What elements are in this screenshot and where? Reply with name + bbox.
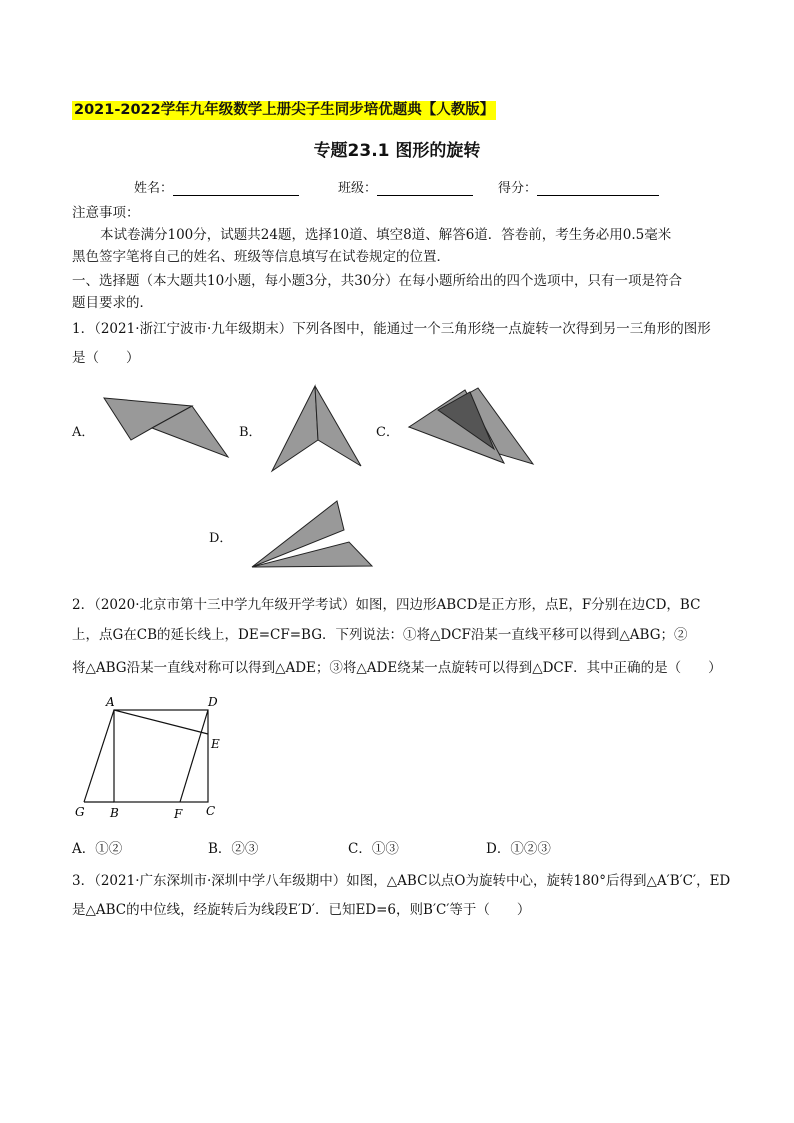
q1-figure-c xyxy=(409,388,533,464)
q2-option-d: D．①②③ xyxy=(486,841,551,857)
q2-line-1: 2．（2020·北京市第十三中学九年级开学考试）如图，四边形ABCD是正方形，点E，F分别在边CD，BC xyxy=(72,597,701,613)
q2-line-3: 将△ABG沿某一直线对称可以得到△ADE；③将△ADE绕某一点旋转可以得到△DCF．其中正确的是（ ） xyxy=(72,660,722,676)
notice-line-1: 本试卷满分100分，试题共24题，选择10道、填空8道、解答6道．答卷前，考生务必用0.5毫米 xyxy=(100,227,672,243)
q1-option-c-label: C． xyxy=(376,425,399,440)
figure-b-triangle-right xyxy=(315,386,361,466)
label-e: E xyxy=(211,737,220,751)
q2-line-2: 上，点G在CB的延长线上，DE=CF=BG．下列说法：①将△DCF沿某一直线平移可以得到△ABG；② xyxy=(72,627,688,643)
figure-b-triangle-left xyxy=(272,386,318,471)
class-label: 班级： xyxy=(338,181,378,196)
name-label: 姓名： xyxy=(134,181,174,196)
q2-option-c: C．①③ xyxy=(348,841,399,857)
label-a: A xyxy=(106,695,115,709)
label-g: G xyxy=(75,805,85,819)
section-line-1: 一、选择题（本大题共10小题，每小题3分，共30分）在每小题所给出的四个选项中，只有一项是符合 xyxy=(72,273,682,289)
q1-option-a-label: A． xyxy=(72,425,95,440)
score-label: 得分： xyxy=(498,181,538,196)
label-c: C xyxy=(206,804,216,818)
q1-figure-d xyxy=(252,501,372,567)
q1-option-b-label: B． xyxy=(239,425,262,440)
q1-figure-b xyxy=(272,386,361,471)
q2-square-figure xyxy=(70,692,240,827)
q1-figure-a xyxy=(104,398,228,457)
q2-option-a: A．①② xyxy=(72,841,123,857)
notice-heading: 注意事项： xyxy=(72,205,140,221)
label-d: D xyxy=(208,695,218,709)
segment-ae xyxy=(114,710,208,734)
label-b: B xyxy=(110,806,119,820)
segment-df xyxy=(180,710,208,802)
q2-option-b: B．②③ xyxy=(208,841,259,857)
section-line-2: 题目要求的． xyxy=(72,295,153,311)
q3-line-2: 是△ABC的中位线，经旋转后为线段E′D′．已知ED=6，则B′C′等于（ ） xyxy=(72,902,531,918)
label-f: F xyxy=(174,807,183,821)
q1-line-1: 1．（2021·浙江宁波市·九年级期末）下列各图中，能通过一个三角形绕一点旋转一次得到另一三角形的图形 xyxy=(72,321,711,337)
q3-line-1: 3．（2021·广东深圳市·深圳中学八年级期中）如图，△ABC以点O为旋转中心，旋转180°后得到△A′B′C′，ED xyxy=(72,873,731,889)
page-title: 专题23.1 图形的旋转 xyxy=(313,141,481,161)
q1-line-2: 是（ ） xyxy=(72,350,140,366)
notice-line-2: 黑色签字笔将自己的姓名、班级等信息填写在试卷规定的位置． xyxy=(72,249,450,265)
q1-option-d-label: D． xyxy=(209,531,233,546)
series-banner: 2021-2022学年九年级数学上册尖子生同步培优题典【人教版】 xyxy=(74,102,495,118)
segment-ag xyxy=(84,710,114,802)
